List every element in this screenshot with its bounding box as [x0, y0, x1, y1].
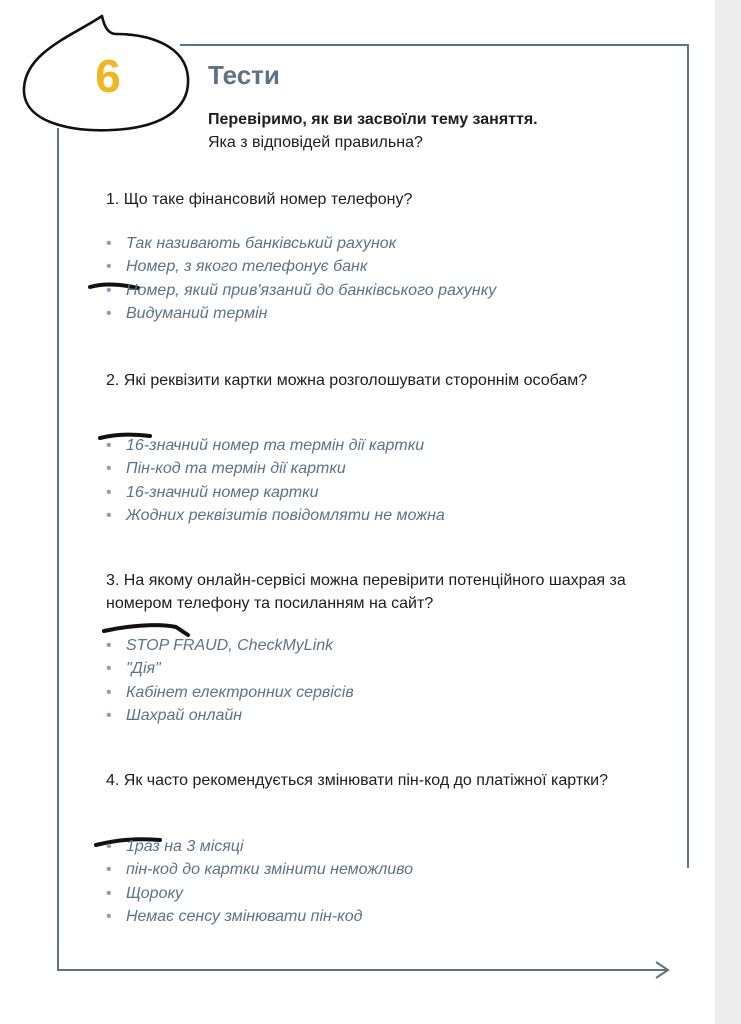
intro-heading: Перевіримо, як ви засвоїли тему заняття. — [208, 111, 538, 128]
answer-option[interactable]: • Номер, з якого телефонує банк — [106, 255, 496, 278]
answer-option[interactable]: • Жодних реквізитів повідомляти не можна — [106, 504, 445, 527]
answers-q4 — [106, 835, 413, 928]
intro-subheading: Яка з відповідей правильна? — [208, 134, 423, 151]
bullet-icon: • — [106, 281, 112, 299]
answer-option[interactable]: • Пін-код та термін дії картки — [106, 457, 445, 480]
answer-option[interactable]: • Шахрай онлайн — [106, 704, 354, 727]
bullet-icon: • — [106, 907, 112, 925]
answers-q1 — [106, 232, 496, 325]
bullet-icon: • — [106, 838, 112, 855]
question-1: 1. Що таке фінансовий номер телефону? — [106, 191, 413, 208]
answer-option[interactable]: • Кабінет електронних сервісів — [106, 681, 354, 704]
bullet-icon: • — [106, 235, 112, 252]
bullet-icon: • — [106, 460, 112, 478]
answer-option[interactable]: • 16-значний номер картки — [106, 481, 445, 504]
question-4: 4. Як часто рекомендується змінювати пін-код до платіжної картки? — [106, 772, 608, 789]
answer-option-marked[interactable]: • 16-значний номер та термін дії картки — [106, 434, 445, 457]
question-3: 3. На якому онлайн-сервісі можна перевірити потенційного шахрая за номером телефону та посиланням на сайт? — [106, 572, 626, 612]
answer-option-marked[interactable]: • 1раз на 3 місяці — [106, 835, 413, 858]
answer-option[interactable]: • Немає сенсу змінювати пін-код — [106, 905, 413, 928]
answer-option[interactable]: • Видуманий термін — [106, 302, 496, 325]
section-number: 6 — [95, 50, 121, 102]
bullet-icon: • — [106, 660, 112, 678]
answers-q2 — [106, 434, 445, 527]
page-title: Тести — [208, 60, 280, 90]
bullet-icon: • — [106, 506, 112, 524]
answer-option-marked[interactable]: • STOP FRAUD, CheckMyLink — [106, 634, 354, 657]
bullet-icon: • — [106, 437, 112, 454]
bullet-icon: • — [106, 258, 112, 276]
answer-option[interactable]: • пін-код до картки змінити неможливо — [106, 858, 413, 881]
answers-q3 — [106, 634, 354, 727]
bullet-icon: • — [106, 304, 112, 322]
bullet-icon: • — [106, 706, 112, 724]
bullet-icon: • — [106, 483, 112, 501]
answer-option[interactable]: • Щороку — [106, 882, 413, 905]
bullet-icon: • — [106, 683, 112, 701]
bullet-icon: • — [106, 637, 112, 654]
answer-option-marked[interactable]: • Номер, який прив'язаний до банківського рахунку — [106, 279, 496, 302]
bullet-icon: • — [106, 884, 112, 902]
question-2: 2. Які реквізити картки можна розголошувати стороннім особам? — [106, 372, 588, 389]
answer-option[interactable]: • "Дія" — [106, 657, 354, 680]
bullet-icon: • — [106, 861, 112, 879]
answer-option[interactable]: • Так називають банківський рахунок — [106, 232, 496, 255]
